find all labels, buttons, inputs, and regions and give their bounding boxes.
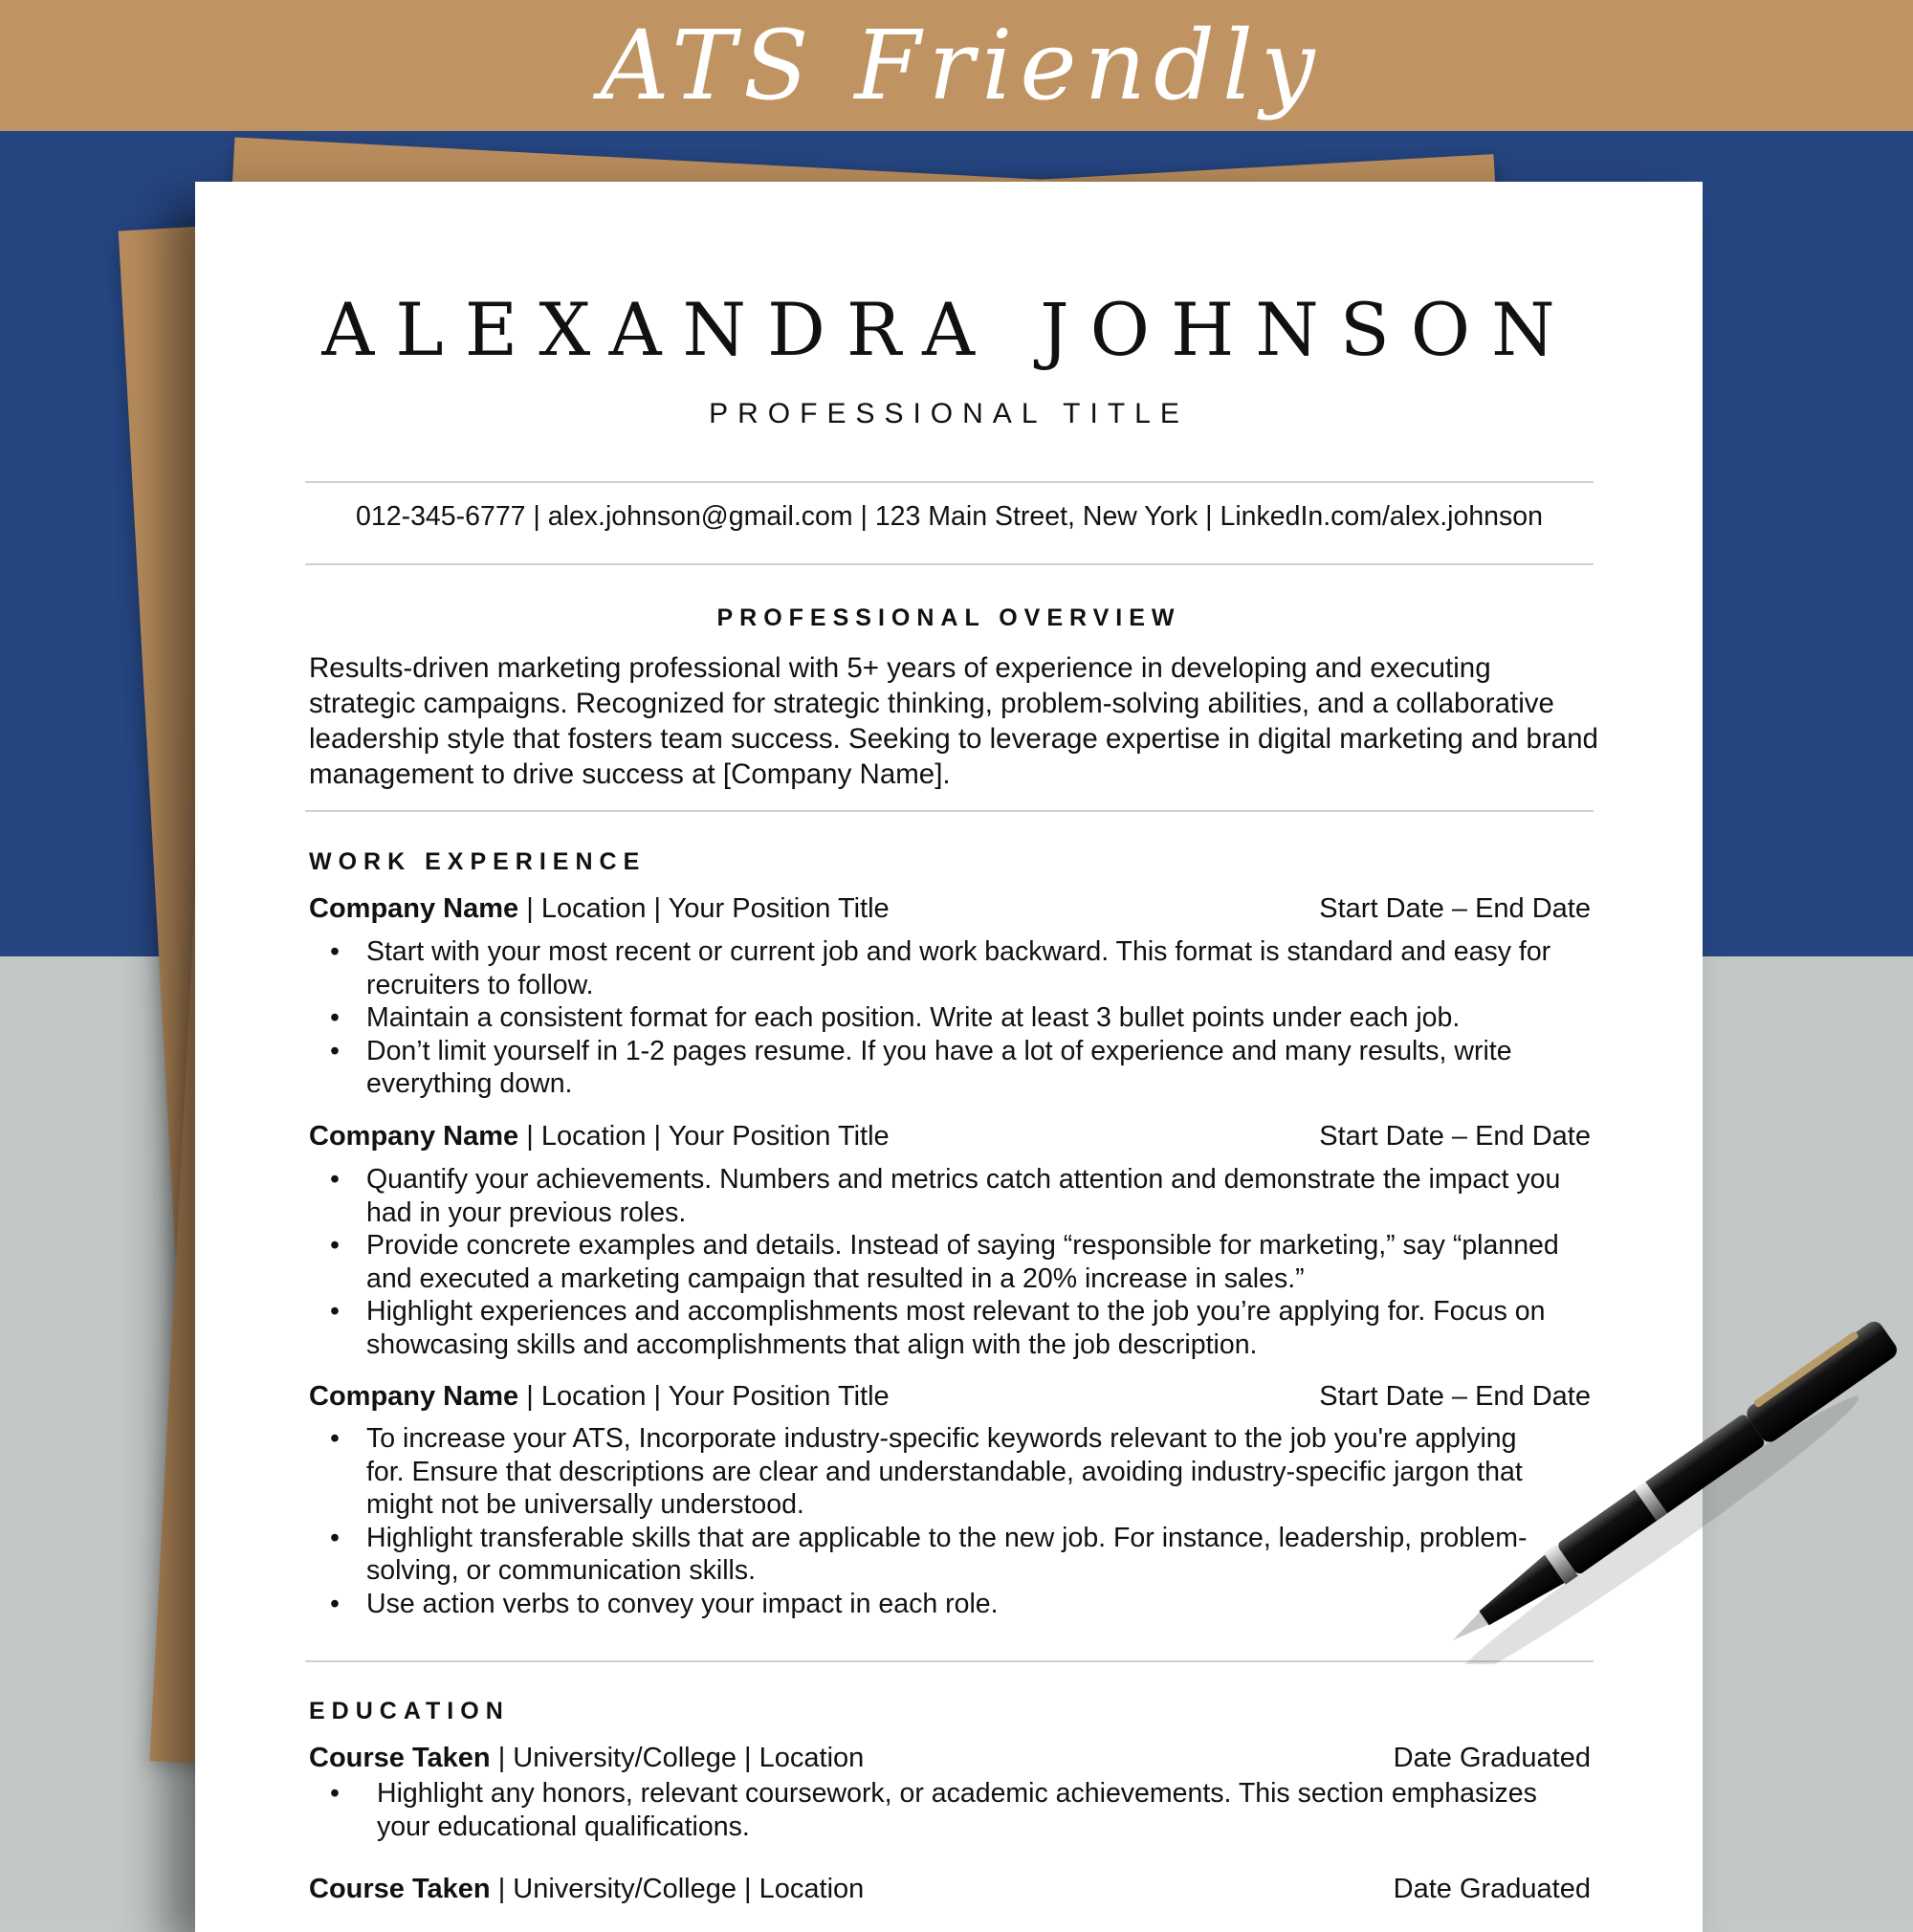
job-title-line xyxy=(309,893,890,925)
company-name: Company Name xyxy=(309,1121,519,1152)
list-item: • Provide concrete examples and details. Instead of saying “responsible for marketing,” say “planned and executed a marketing campaign that resulted in a 20% increase in sales.” xyxy=(366,1229,1595,1295)
job-dates: Start Date – End Date xyxy=(1319,1381,1591,1412)
job-dates: Start Date – End Date xyxy=(1319,1121,1591,1152)
list-item: • Highlight experiences and accomplishments most relevant to the job you’re applying for. Focus on showcasing skills and accomplishments that align with the job description. xyxy=(366,1295,1595,1361)
list-item: • Use action verbs to convey your impact in each role. xyxy=(366,1588,1543,1621)
list-item: • Maintain a consistent format for each position. Write at least 3 bullet points under each job. xyxy=(366,1001,1595,1035)
education-details: | University/College | Location xyxy=(490,1743,865,1773)
overview-heading: PROFESSIONAL OVERVIEW xyxy=(716,604,1181,631)
divider xyxy=(305,563,1594,565)
job-details: | Location | Your Position Title xyxy=(518,1381,890,1412)
company-name: Company Name xyxy=(309,1381,519,1412)
education-bullets xyxy=(309,1777,1595,1843)
company-name: Company Name xyxy=(309,893,519,924)
divider xyxy=(305,481,1594,483)
job-dates: Start Date – End Date xyxy=(1319,893,1591,924)
job-bullets xyxy=(309,1422,1543,1620)
education-title-line xyxy=(309,1743,864,1774)
work-experience-heading: WORK EXPERIENCE xyxy=(309,848,647,875)
job-details: | Location | Your Position Title xyxy=(518,893,890,924)
job-bullets xyxy=(309,1163,1595,1361)
divider xyxy=(305,1660,1594,1662)
list-item: • Quantify your achievements. Numbers and metrics catch attention and demonstrate the impact you had in your previous roles. xyxy=(366,1163,1595,1229)
job-bullets xyxy=(309,935,1595,1101)
resume-sheet xyxy=(195,182,1703,1932)
education-heading: EDUCATION xyxy=(309,1698,510,1724)
job-header xyxy=(309,893,1591,925)
date-graduated: Date Graduated xyxy=(1393,1874,1591,1904)
education-title-line xyxy=(309,1874,864,1905)
education-header xyxy=(309,1874,1591,1905)
job-header xyxy=(309,1121,1591,1153)
resume-name: ALEXANDRA JOHNSON xyxy=(321,287,1576,372)
pen-icon xyxy=(1416,1301,1913,1664)
job-details: | Location | Your Position Title xyxy=(518,1121,890,1152)
list-item: • Highlight transferable skills that are applicable to the new job. For instance, leadership, problem-solving, or communication skills. xyxy=(366,1522,1543,1588)
top-banner xyxy=(0,0,1913,131)
course-taken: Course Taken xyxy=(309,1743,491,1773)
list-item: • Highlight any honors, relevant coursework, or academic achievements. This section emphasizes your educational qualifications. xyxy=(377,1777,1595,1843)
job-title-line xyxy=(309,1381,890,1413)
education-details: | University/College | Location xyxy=(490,1874,865,1904)
list-item: • Don’t limit yourself in 1-2 pages resume. If you have a lot of experience and many results, write everything down. xyxy=(366,1035,1595,1101)
contact-line: 012-345-6777 | alex.johnson@gmail.com | 123 Main Street, New York | LinkedIn.com/alex.johnson xyxy=(356,501,1543,532)
job-title-line xyxy=(309,1121,890,1153)
education-header xyxy=(309,1743,1591,1774)
course-taken: Course Taken xyxy=(309,1874,491,1904)
date-graduated: Date Graduated xyxy=(1393,1743,1591,1773)
job-header xyxy=(309,1381,1591,1413)
overview-text: Results-driven marketing professional with 5+ years of experience in developing and executing strategic campaigns. Recognized for strategic thinking, problem-solving abilities, and a collaborative leadership style that fosters team success. Seeking to leverage expertise in digital marketing and brand management to drive success at [Company Name]. xyxy=(309,652,1598,790)
banner-title: ATS Friendly xyxy=(600,10,1323,121)
professional-title: PROFESSIONAL TITLE xyxy=(709,398,1189,429)
divider xyxy=(305,810,1594,812)
list-item: • To increase your ATS, Incorporate industry-specific keywords relevant to the job you're applying for. Ensure that descriptions are clear and understandable, avoiding industry-specific jargon that might not be universally understood. xyxy=(366,1422,1543,1522)
list-item: • Start with your most recent or current job and work backward. This format is standard and easy for recruiters to follow. xyxy=(366,935,1595,1001)
